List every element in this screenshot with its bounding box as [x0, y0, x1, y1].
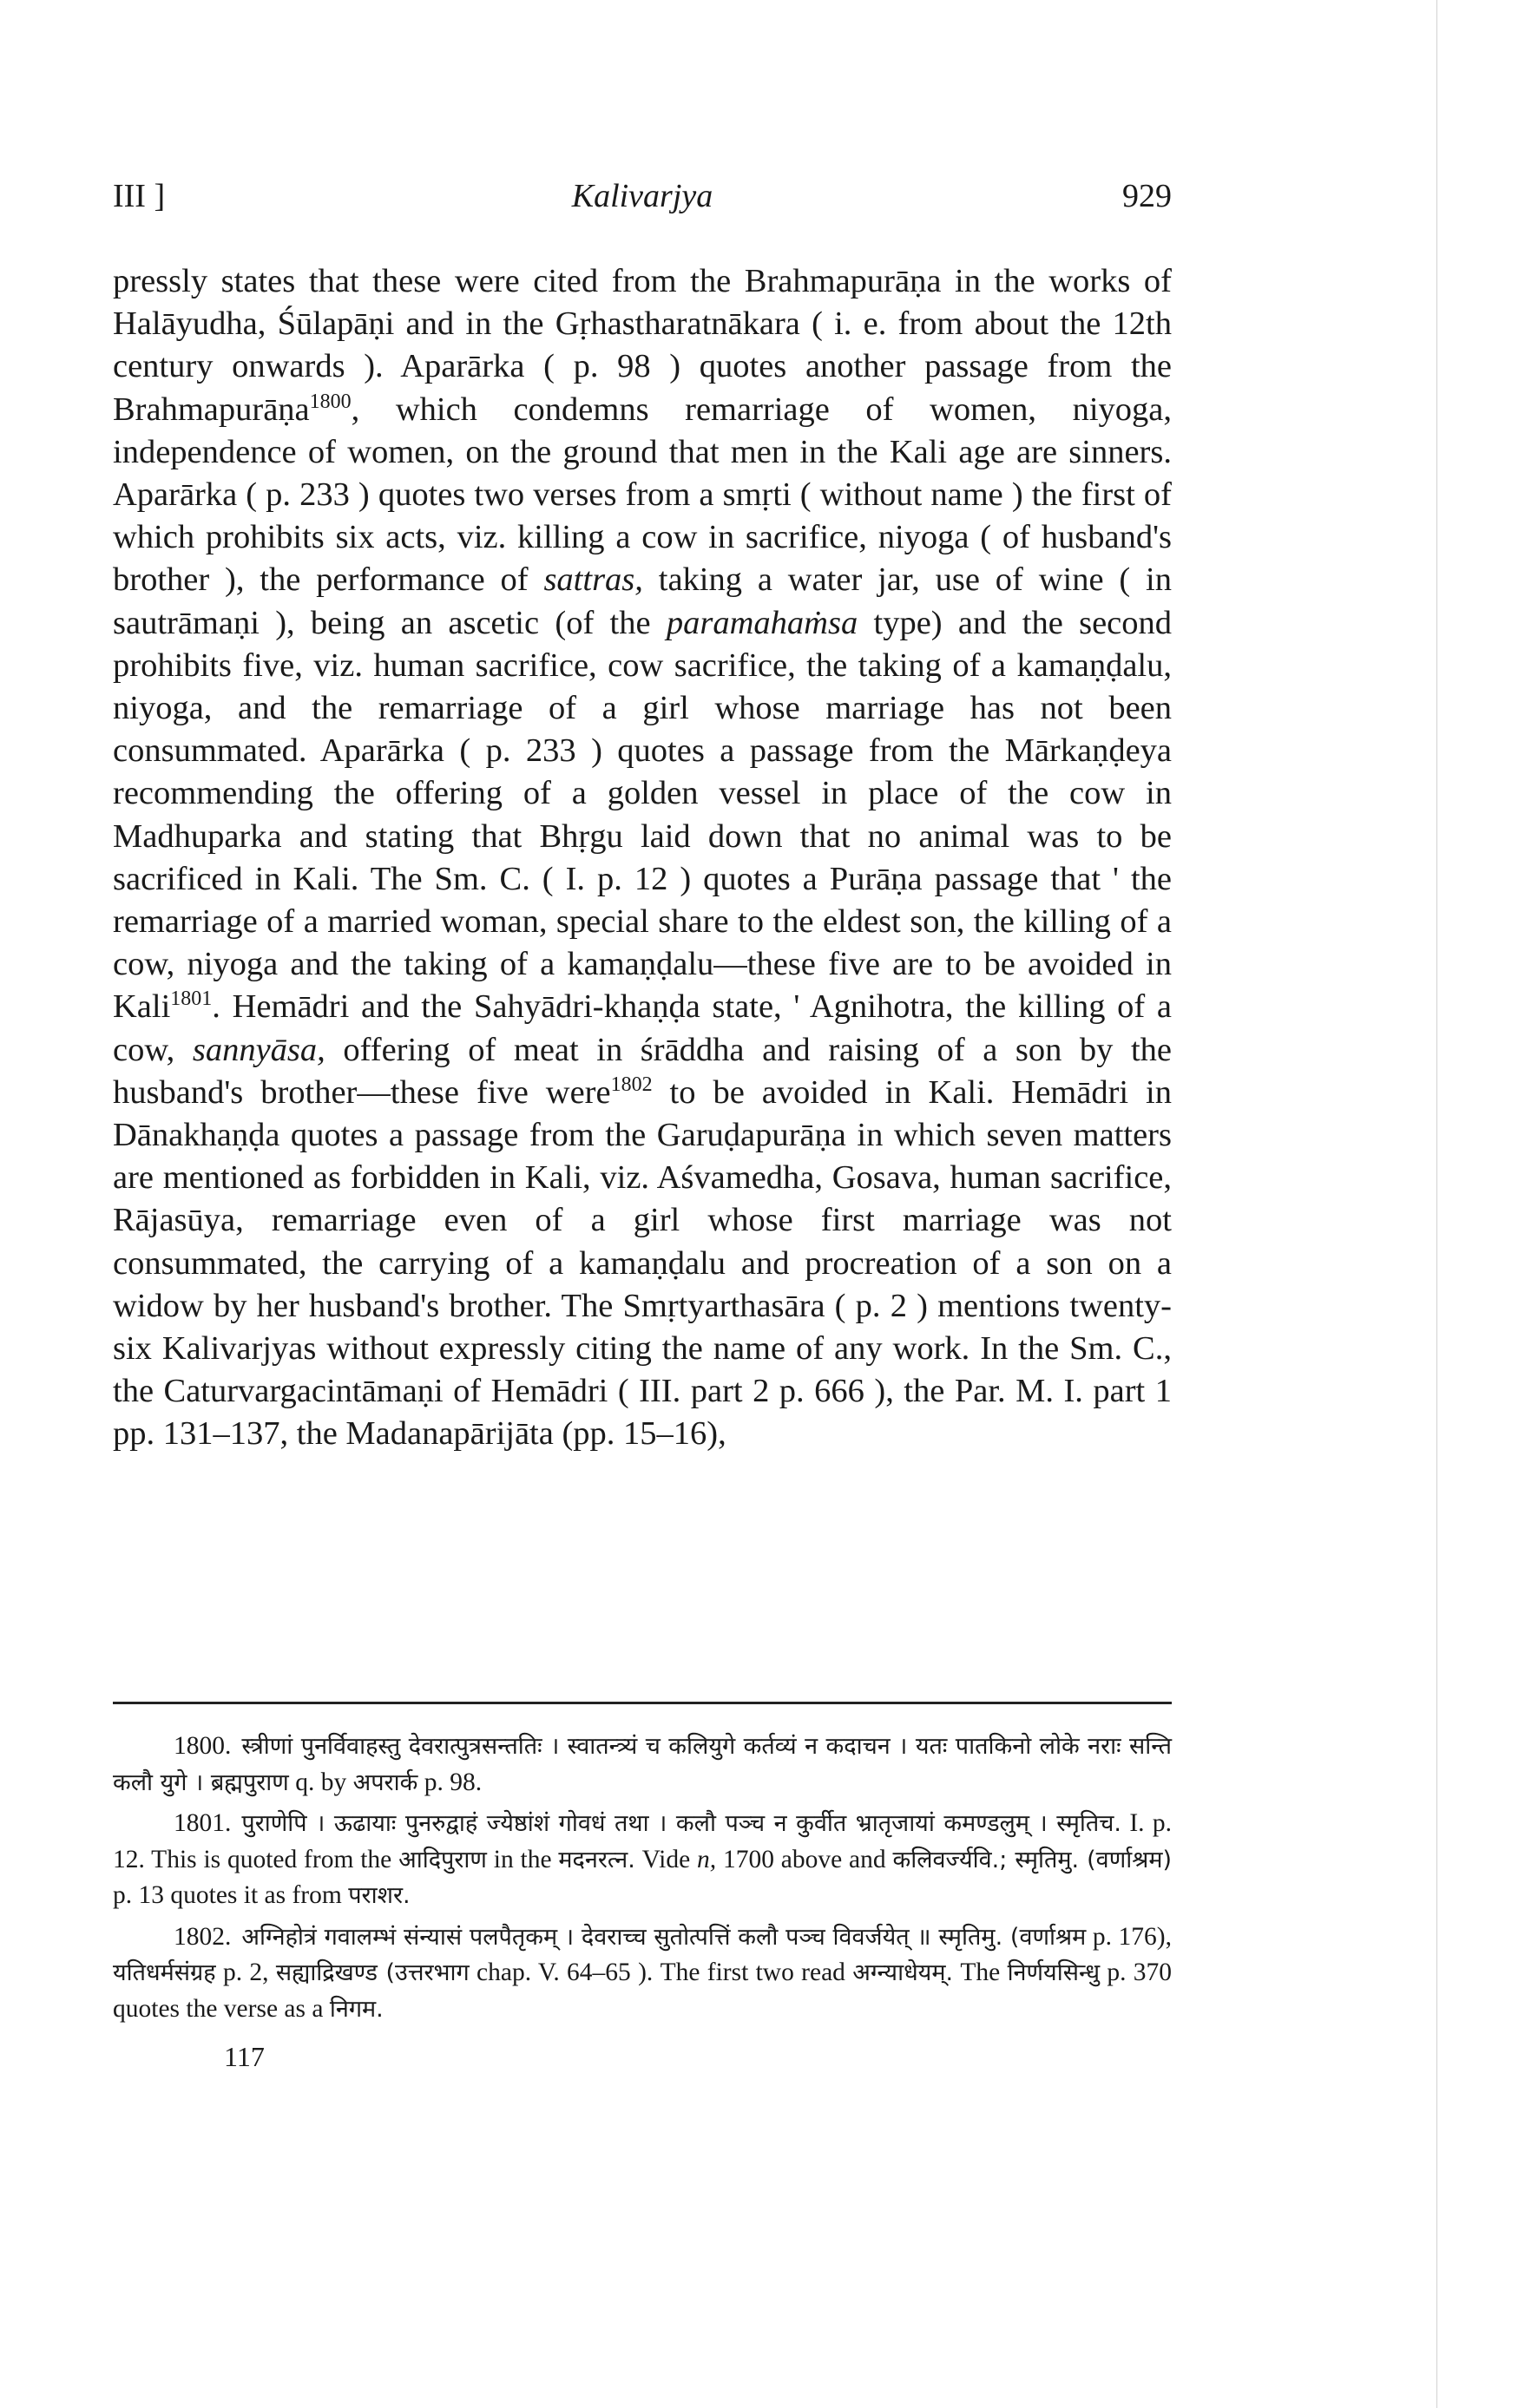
footnote-ref-1801: 1801 — [170, 987, 213, 1011]
body-text-segment: type) and the second prohibits five, viz. human sacrifice, cow sacrifice, the taking of a kamaṇḍalu, niyoga, and the remarriage of a girl whose marriage has not been consummated. Aparārka ( p. 233 ) quotes a passage from the Mārkaṇḍeya recommending the offering of a golden vessel in place of the cow in Madhuparka and stating that Bhṛgu laid down that no animal was to be sacrificed in Kali. The Sm. C. ( I. p. 12 ) quotes a Purāṇa passage that ' the remarriage of a married woman, special share to the eldest son, the killing of a cow, niyoga and the taking of a kamaṇḍalu—these five are to be avoided in Kali — [113, 604, 1173, 1026]
footnote-text: I. p. 12. This is quoted from the — [113, 1809, 1173, 1873]
devanagari-name: सह्याद्रिखण्ड (उत्तरभाग — [275, 1959, 470, 1986]
body-paragraph — [113, 260, 1172, 1456]
italic-term: sannyāsa, — [192, 1031, 325, 1068]
part-marker: III ] — [113, 178, 166, 214]
devanagari-name: अग्न्याधेयम्. — [852, 1959, 954, 1986]
devanagari-name: पराशर. — [348, 1882, 411, 1909]
footnote-number: 1802. — [174, 1922, 232, 1951]
footnote-text: Vide — [641, 1845, 691, 1873]
footnote-text: p. 13 quotes it as from — [113, 1881, 342, 1909]
body-text-segment: . Hemādri and the Sahyādri-khaṇḍa state, ' Agnihotra, the killing of a cow, — [113, 988, 1172, 1068]
devanagari-name: निगम. — [329, 1995, 384, 2023]
footnote-ref-1800: 1800 — [309, 390, 352, 413]
devanagari-name: आदिपुराण — [398, 1846, 487, 1873]
footnote-text: p. 98. — [424, 1768, 483, 1796]
italic-term: paramahaṁsa — [666, 604, 858, 641]
body-text-segment: , which condemns remarriage of women, niyoga, independence of women, on the ground that men in the Kali age are sinners. Aparārka ( p. 233 ) quotes two verses from a smṛti ( without name ) the first of which prohibits six acts, viz. killing a cow in sacrifice, niyoga ( of husband's brother ), the performance of — [113, 390, 1172, 599]
devanagari-quote: स्त्रीणां पुनर्विवाहस्तु देवरात्पुत्रसन्ततिः । स्वातन्त्र्यं च कलियुगे कर्तव्यं न कदाचन । यतः पातकिनो लोके नराः सन्ति कलौ युगे । ब्रह्मपुराण — [113, 1733, 1172, 1796]
running-title: Kalivarjya — [571, 178, 713, 214]
body-text-segment: to be avoided in Kali. Hemādri in Dānakhaṇḍa quotes a passage from the Garuḍapurāṇa in which seven matters are mentioned as forbidden in Kali, viz. Aśvamedha, Gosava, human sacrifice, Rājasūya, remarriage even of a girl whose first marriage was not consummated, the carrying of a kamaṇḍalu and procreation of a son on a widow by her husband's brother. The Smṛtyarthasāra ( p. 2 ) mentions twenty-six Kalivarjyas without expressly citing the name of any work. In the Sm. C., the Caturvargacintāmaṇi of Hemādri ( III. part 2 p. 666 ), the Par. M. I. part 1 pp. 131–137, the Madanapārijāta (pp. 15–16), — [113, 1073, 1172, 1453]
footnote-1800 — [113, 1729, 1172, 1801]
footnote-1802 — [113, 1919, 1172, 2028]
signature-mark: 117 — [224, 2041, 265, 2072]
footnote-text: chap. V. 64–65 ). The first two read — [477, 1959, 845, 1986]
italic-term: sattras, — [543, 561, 643, 599]
devanagari-name: अपरार्क — [352, 1768, 418, 1796]
footnote-number: 1800. — [174, 1732, 232, 1760]
devanagari-name: मदनरत्न. — [558, 1846, 635, 1873]
page-number: 929 — [1122, 178, 1172, 214]
footnote-ref-1802: 1802 — [610, 1073, 653, 1097]
footnotes — [113, 1729, 1172, 2032]
footnote-text: The — [960, 1959, 1001, 1986]
footnote-text: 1700 above and — [722, 1845, 886, 1873]
scan-margin-line — [1436, 0, 1437, 2408]
body-text-segment: pressly states that these were cited from the Brahmapurāṇa in the works of Halāyudha, Śūlapāṇi and in the Gṛhastharatnākara ( i. e. from about the 12th century onwards ). Aparārka ( p. 98 ) quotes another passage from the Brahmapurāṇa — [113, 263, 1172, 428]
body-text-segment: offering of meat in śrāddha and raising of a son by the husband's brother—these five were — [113, 1031, 1173, 1111]
footnote-text: p. 370 quotes the verse as a — [113, 1959, 1173, 2023]
body-text-segment: taking a water jar, use of wine ( in sautrāmaṇi ), being an ascetic (of the — [113, 561, 1172, 641]
devanagari-name: निर्णयसिन्धु — [1007, 1959, 1101, 1986]
running-head — [113, 177, 1172, 229]
devanagari-quote: अग्निहोत्रं गवालम्भं संन्यासं पलपैतृकम् । देवराच्च सुतोत्पत्तिं कलौ पञ्च विवर्जयेत् ॥ स्मृतिमु. (वर्णाश्रम — [241, 1923, 1087, 1951]
footnote-text: p. 2, — [222, 1959, 269, 1986]
footnote-1801 — [113, 1806, 1172, 1914]
footnote-number: 1801. — [174, 1809, 232, 1837]
footnote-rule — [113, 1702, 1172, 1704]
footnote-text: q. by — [295, 1768, 347, 1796]
footnote-text: p. 176), — [1092, 1922, 1172, 1951]
devanagari-name: यतिधर्मसंग्रह — [113, 1959, 216, 1986]
devanagari-name: कलिवर्ज्यवि.; स्मृतिमु. (वर्णाश्रम) — [892, 1846, 1173, 1873]
footnote-text: in the — [493, 1845, 552, 1873]
footnote-italic: n, — [697, 1845, 717, 1873]
devanagari-quote: पुराणेपि । ऊढायाः पुनरुद्वाहं ज्येष्ठांशं गोवधं तथा । कलौ पञ्च न कुर्वीत भ्रातृजायां कमण्डलुम् । स्मृतिच. — [241, 1810, 1122, 1837]
